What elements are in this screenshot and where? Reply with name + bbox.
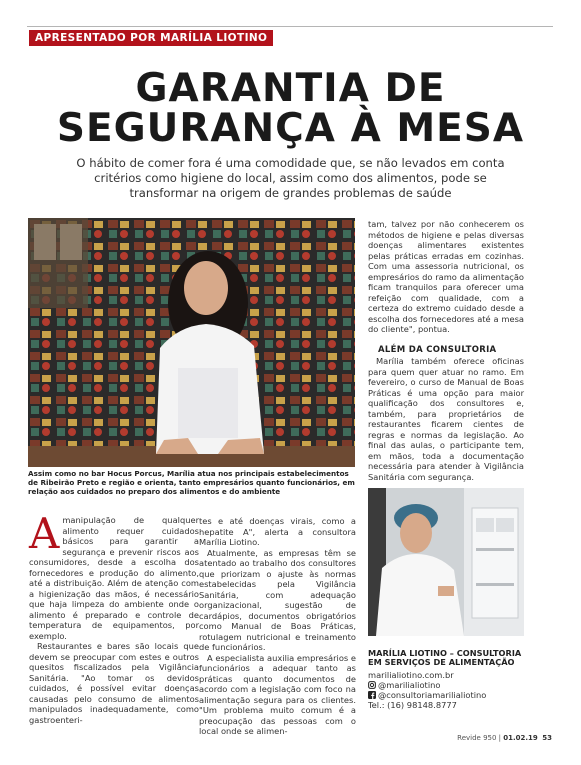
paragraph-3: tes e até doenças virais, como a hepatite A", alerta a consultora Marília Liotino. xyxy=(199,516,356,547)
contact-name: MARÍLIA LIOTINO – CONSULTORIA EM SERVIÇOS DE ALIMENTAÇÃO xyxy=(368,648,522,667)
section-heading: ALÉM DA CONSULTORIA xyxy=(378,344,497,355)
paragraph-7: Marília também oferece oficinas para quem quer atuar no ramo. Em fevereiro, o curso de Manual de Boas Práticas é uma opção para maior qualificação dos consultores e, também, para proprietários de restaurantes ficarem cientes de regras e normas da legislação. Ao final das aulas, o participante tem, em mãos, toda a documentação necessária para atender à Vigilância Sanitária com segurança. xyxy=(368,356,524,482)
instagram-handle: @marilialiotino xyxy=(378,680,441,690)
consultant-photo xyxy=(368,488,524,636)
photo-caption: Assim como no bar Hocus Porcus, Marília atua nos principais estabelecimentos de Ribeirão Preto e região e orienta, tanto empresários quanto funcionários, em relação aos cuidados no preparo dos alimentos e do ambiente xyxy=(28,469,355,496)
title-line-2: SEGURANÇA À MESA xyxy=(56,106,525,151)
top-rule xyxy=(27,26,553,27)
article-column-1 xyxy=(29,509,199,725)
page-number: 53 xyxy=(542,734,552,742)
facebook-icon xyxy=(368,691,376,699)
paragraph-4: Atualmente, as empresas têm se atentado ao trabalho dos consultores que priorizam o ajuste às normas estabelecidas pela Vigilância Sanitária, com adequação organizacional, sugestão de cardápios, documentos obrigatórios como Manual de Boas Práticas, rotulagem nutricional e treinamento de funcionários. xyxy=(199,547,356,652)
sponsor-tag: APRESENTADO POR MARÍLIA LIOTINO xyxy=(29,30,273,46)
article-column-3 xyxy=(368,219,524,482)
paragraph-6: tam, talvez por não conhecerem os métodos de higiene e pelas diversas doenças alimentares existentes pelas práticas erradas em cozinhas. Com uma assessoria nutricional, os empresários do ramo da alimentação ficam tranquilos para oferecer uma refeição com qualidade, com a certeza do extremo cuidado desde a escolha dos fornecedores até a mesa do cliente", pontua. xyxy=(368,219,524,334)
paragraph-5: A especialista auxilia empresários e funcionários a adequar tanto as práticas quanto documentos de acordo com a legislação com foco na alimentação segura para os clientes. "Um problema muito comum é a preocupação das pessoas com o local onde se alimen- xyxy=(199,652,356,736)
paragraph-1: manipulação de qualquer alimento requer cuidados básicos para garantir a segurança e prevenir riscos aos consumidores, desde a escolha dos fornecedores e produção do alimento, até a distribuição. Além de atenção com a higienização das mãos, é necessário que haja limpeza do ambiente onde o alimento é preparado e controle de temperatura de equipamentos, por exemplo. xyxy=(29,515,199,641)
contact-phone: Tel.: (16) 98148.8777 xyxy=(368,700,457,710)
contact-site[interactable]: marilialiotino.com.br xyxy=(368,670,454,680)
issue-date: 01.02.19 xyxy=(503,734,538,742)
title-line-1: GARANTIA DE xyxy=(135,66,446,111)
instagram-icon xyxy=(368,681,376,689)
facebook-handle: @consultoriamarilialiotino xyxy=(378,690,487,700)
drop-cap: A xyxy=(29,509,60,558)
contact-instagram[interactable] xyxy=(368,680,440,690)
page-footer: Revide 950 | 01.02.19 53 xyxy=(457,734,552,742)
paragraph-2: Restaurantes e bares são locais que devem se preocupar com estes e outros quesitos fiscalizados pela Vigilância Sanitária. "Ao tomar os devidos cuidados, é possível evitar doenças causadas pelo consumo de alimentos manipulados inadequadamente, como gastroenteri- xyxy=(29,641,199,725)
page-title xyxy=(0,66,581,151)
subtitle: O hábito de comer fora é uma comodidade que, se não levados em conta critérios como higiene do local, assim como dos alimentos, pode se transformar na origem de grandes problemas de saúde xyxy=(76,156,505,200)
article-column-2 xyxy=(199,516,356,737)
main-photo xyxy=(28,218,355,467)
magazine-issue: Revide 950 xyxy=(457,734,497,742)
contact-facebook[interactable] xyxy=(368,690,486,700)
